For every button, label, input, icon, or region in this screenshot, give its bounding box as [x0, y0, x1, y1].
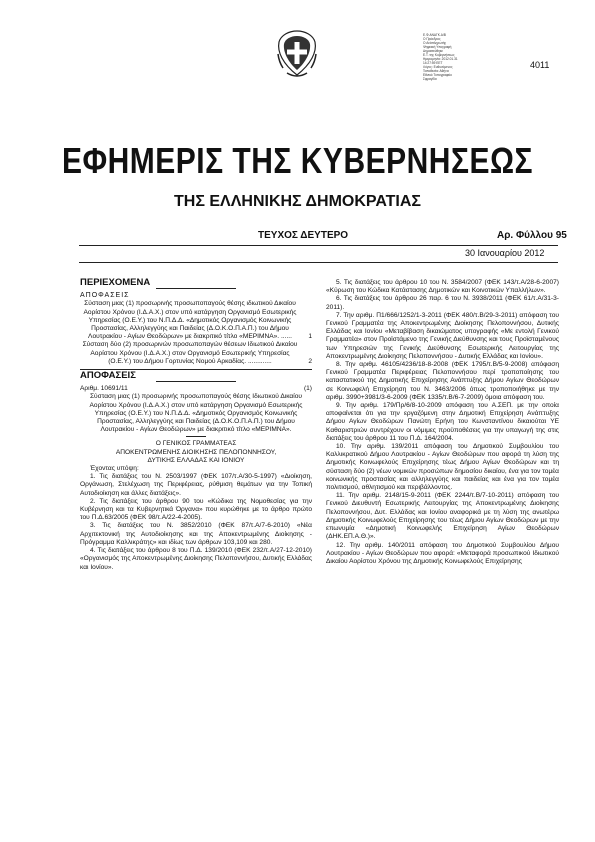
right-column: [326, 279, 559, 566]
recital-item: 11. Την αριθμ. 2148/15-9-2011 (ΦΕΚ 2244/τ.Β/7-10-2011) απόφαση του Γενικού Διευθυντή Εσωτερικής Λειτουργίας της Αποκεντρωμένης Διοίκησης Πελοποννήσου, Δυτ. Ελλάδας και Ιονίου αναφορικά με τη λύση της ανωτέρω Δημοτικής Κοινωφελούς Επιχείρησης του τέως Δήμου Αγίων Θεοδώρων με την επωνυμία «Δημοτική Κοινωφελής Επιχείρηση Αγίων Θεοδώρων (ΔΗΚ.ΕΠ.Α.Θ.)».: [326, 492, 559, 541]
authority-line-2: ΑΠΟΚΕΝΤΡΩΜΕΝΗΣ ΔΙΟΙΚΗΣΗΣ ΠΕΛΟΠΟΝΝΗΣΟΥ,: [115, 448, 277, 456]
recital-item: 12. Την αριθμ. 140/2011 απόφαση του Δημοτικού Συμβουλίου Δήμου Λουτρακίου - Αγίων Θεοδώρων που αφορά: «Μεταφορά προσωπικού Ιδιωτικού Δικαίου Αορίστου Χρόνου της Δημοτικής Κοινωφελούς Επιχείρησης: [326, 541, 559, 565]
toc-entry[interactable]: [80, 341, 312, 366]
recital-item: 2. Τις διατάξεις του άρθρου 90 του «Κώδικα της Νομοθεσίας για την Κυβέρνηση και τα Κυβερνητικά Όργανα» που κυρώθηκε με το άρθρο πρώτο του Π.Δ.63/2005 (ΦΕΚ 98/τ.Α/22-4-2005).: [80, 497, 312, 522]
masthead-subtitle: ΤΗΣ ΕΛΛΗΝΙΚΗΣ ΔΗΜΟΚΡΑΤΙΑΣ: [174, 193, 421, 210]
masthead-title: ΕΦΗΜΕΡΙΣ ΤΗΣ ΚΥΒΕΡΝΗΣΕΩΣ: [61, 142, 534, 182]
recital-item: 7. Την αριθμ. Π1/666/1252/1-3-2011 (ΦΕΚ 480/τ.Β/29-3-2011) απόφαση του Γενικού Γραμματέα της Αποκεντρωμένης Διοίκησης Πελοποννήσου, Δυτικής Ελλάδας και Ιονίου «Μεταβίβαση δικαιώματος υπογραφής «Με εντολή Γενικού Γραμματέα» στον Προϊστάμενο της Γενικής Διεύθυνσης και τους Προϊσταμένους των Υπηρεσιών της Γενικής Διεύθυνσης Εσωτερικής Λειτουργίας της Αποκεντρωμένης Διοίκησης Πελοποννήσου - Δυτικής Ελλάδας και Ιονίου».: [326, 311, 559, 360]
authority-line-3: ΔΥΤΙΚΗΣ ΕΛΛΑΔΑΣ ΚΑΙ ΙΟΝΙΟΥ: [147, 456, 245, 464]
recital-item: 4. Τις διατάξεις του άρθρου 8 του Π.Δ. 139/2010 (ΦΕΚ 232/τ.Α/27-12-2010) «Οργανισμός της Αποκεντρωμένης Διοίκησης Πελοποννήσου, Δυτικής Ελλάδας και Ιονίου».: [80, 547, 312, 571]
divider: [156, 381, 236, 382]
toc-entry-page: 1: [308, 333, 312, 341]
decision-title: Σύσταση μιας (1) προσωρινής προσωποπαγούς θέσης Ιδιωτικού Δικαίου Αορίστου Χρόνου (Ι.Δ.Α.Χ.) στον υπό κατάργηση Οργανισμό Εσωτερικής Υπηρεσίας (Ο.Ε.Υ.) του Ν.Π.Δ.Δ. «Δημοτικός Οργανισμός Κοινωνικής Προστασίας, Αλληλεγγύης και Παιδείας (Δ.Ο.Κ.Ο.Π.Α.Π.) του Δήμου Λουτρακίου - Αγίων Θεοδώρων» με διακριτικό τίτλο «ΜΕΡΙΜΝΑ».: [89, 393, 303, 434]
left-column: [80, 279, 312, 572]
header-rule-2: [79, 262, 558, 263]
toc-entry[interactable]: [80, 300, 312, 341]
toc-entry-text: Σύσταση μιας (1) προσωρινής προσωποπαγούς θέσης ιδιωτικού Δικαίου Αορίστου Χρόνου (Ι.Δ.Α.Χ.) στον υπό κατάργηση Οργανισμό Εσωτερικής Υπηρεσίας (Ο.Ε.Υ.) του Ν.Π.Δ.Δ. «Δημοτικός Οργανισμός Κοινωνικής Προστασίας, Αλληλεγγύης και Παιδείας (Δ.Ο.Κ.Ο.Π.Α.Π.) του Δήμου Λουτρακίου - Αγίων Θεοδώρων» με διακριτικό τίτλο «ΜΕΡΙΜΝΑ». ......: [83, 300, 297, 341]
decision-index: (1): [303, 385, 312, 393]
authority-line-1: Ο ΓΕΝΙΚΟΣ ΓΡΑΜΜΑΤΕΑΣ: [155, 440, 237, 448]
toc-entry-text: Σύσταση δύο (2) προσωρινών προσωποπαγών θέσεων Ιδιωτικού Δικαίου Αορίστου Χρόνου (Ι.Δ.Α.Χ.) στον Οργανισμό Εσωτερικής Υπηρεσίας (Ο.Ε.Υ.) του Δήμου Γορτυνίας Νομού Αρκαδίας. .............: [82, 341, 298, 365]
coat-of-arms-emblem: [275, 28, 319, 80]
recital-item: 10. Την αριθμ. 139/2011 απόφαση του Δημοτικού Συμβουλίου του Καλλικρατικού Δήμου Λουτρακίου - Αγίων Θεοδώρων που αφορά τη λύση της Δημοτικής Κοινωφελούς Επιχείρησης τέως Δήμου Αγίων Θεοδώρων και τη σύσταση δύο (2) νέων νομικών προσώπων δημοσίου δικαίου, ένα για τον τομέα κοινωνικής προστασίας και αλληλεγγύης και παιδείας και ένα για τον τομέα πολιτισμού, αθλητισμού και περιβάλλοντος.: [326, 443, 559, 492]
digital-signature-stamp: Ε.Φ.ΑΝΑΓΚ.Α/Β Ο Πρόεδρος Ο Ανάπληρωτής Ψηφιακή Υπογραφή Δημοσιεύθηκε Ε.Τ. της Κυβερνήσεως Ημερομηνία: 2012.01.31 14:27:59 EET Λόγος: Ευθυνόμενος Τοποθεσία: Αθήνα Εθνικό Τυπογραφείο Σφραγίδα: [423, 33, 458, 81]
decisions-heading: ΑΠΟΦΑΣΕΙΣ: [80, 370, 136, 382]
contents-subheading: ΑΠΟΦΑΣΕΙΣ: [80, 292, 130, 300]
recital-item: 9. Την αριθμ. 179/Πρ/6/8-10-2009 απόφαση του Α.ΣΕΠ. με την οποία αποφαίνεται ότι για την εργαζόμενη στην Δημοτική Επιχείρηση Ανάπτυξης Δήμου Αγίων Θεοδώρων Πανώτη Ερήνη του Κωνσταντίνου δικαιούται ΥΕ Καθαριστριών συντρέχουν οι νόμιμες προϋποθέσεις για την υπαγωγή της στις διατάξεις του άρθρου 11 του Π.Δ. 164/2004.: [326, 402, 559, 442]
decision-number: Αριθμ. 10691/11: [80, 385, 128, 393]
issue-sheet-number: Αρ. Φύλλου 95: [497, 230, 567, 241]
recital-item: 6. Τις διατάξεις του άρθρου 26 παρ. 6 του Ν. 3938/2011 (ΦΕΚ 61/τ.Α/31-3-2011).: [326, 295, 559, 311]
recital-item: 1. Τις διατάξεις του Ν. 2503/1997 (ΦΕΚ 107/τ.Α/30-5-1997) «Διοίκηση, Οργάνωση, Στελέχωση της Περιφέρειας, ρύθμιση θεμάτων για την Τοπική Αυτοδιοίκηση και άλλες διατάξεις».: [80, 473, 312, 497]
issue-date: 30 Ιανουαρίου 2012: [465, 248, 545, 258]
toc-entry-page: 2: [308, 357, 312, 365]
considering-intro: Έχοντας υπόψη:: [90, 465, 139, 473]
recital-item: 5. Τις διατάξεις του άρθρου 10 του Ν. 3584/2007 (ΦΕΚ 143/τ.Α/28-6-2007) «Κύρωση του Κώδικα Κατάστασης Δημοτικών και Κοινοτικών Υπαλλήλων».: [326, 279, 559, 295]
divider: [156, 288, 236, 289]
recital-item: 3. Τις διατάξεις του Ν. 3852/2010 (ΦΕΚ 87/τ.Α/7-6-2010) «Νέα Αρχιτεκτονική της Αυτοδιοίκησης και της Αποκεντρωμένης Διοίκησης - Πρόγραμμα Καλλικράτης» και ιδίως των άρθρων 103,109 και 280.: [80, 522, 312, 546]
header-rule: [79, 245, 558, 246]
divider: [186, 436, 206, 437]
issue-series: ΤΕΥΧΟΣ ΔΕΥΤΕΡΟ: [258, 230, 349, 241]
page-number: 4011: [530, 60, 550, 70]
contents-heading: ΠΕΡΙΕΧΟΜΕΝΑ: [80, 277, 151, 288]
recital-item: 8. Την αριθμ. 46105/4236/18-8-2008 (ΦΕΚ 1795/τ.Β/5-9-2008) απόφαση Γενικού Γραμματέα Περιφέρειας Πελοποννήσου περί τροποποίησης του καταστατικού της Δημοτικής Επιχείρησης Ανάπτυξης Δήμου Αγίων Θεοδώρων σε Κοινωφελή Επιχείρηση του Ν. 3463/2006 όπως τροποποιήθηκε με την αριθμ. 3990+3981/3-6-2009 (ΦΕΚ 1335/τ.Β/6-7-2009) όμοια απόφαση του.: [326, 361, 559, 401]
